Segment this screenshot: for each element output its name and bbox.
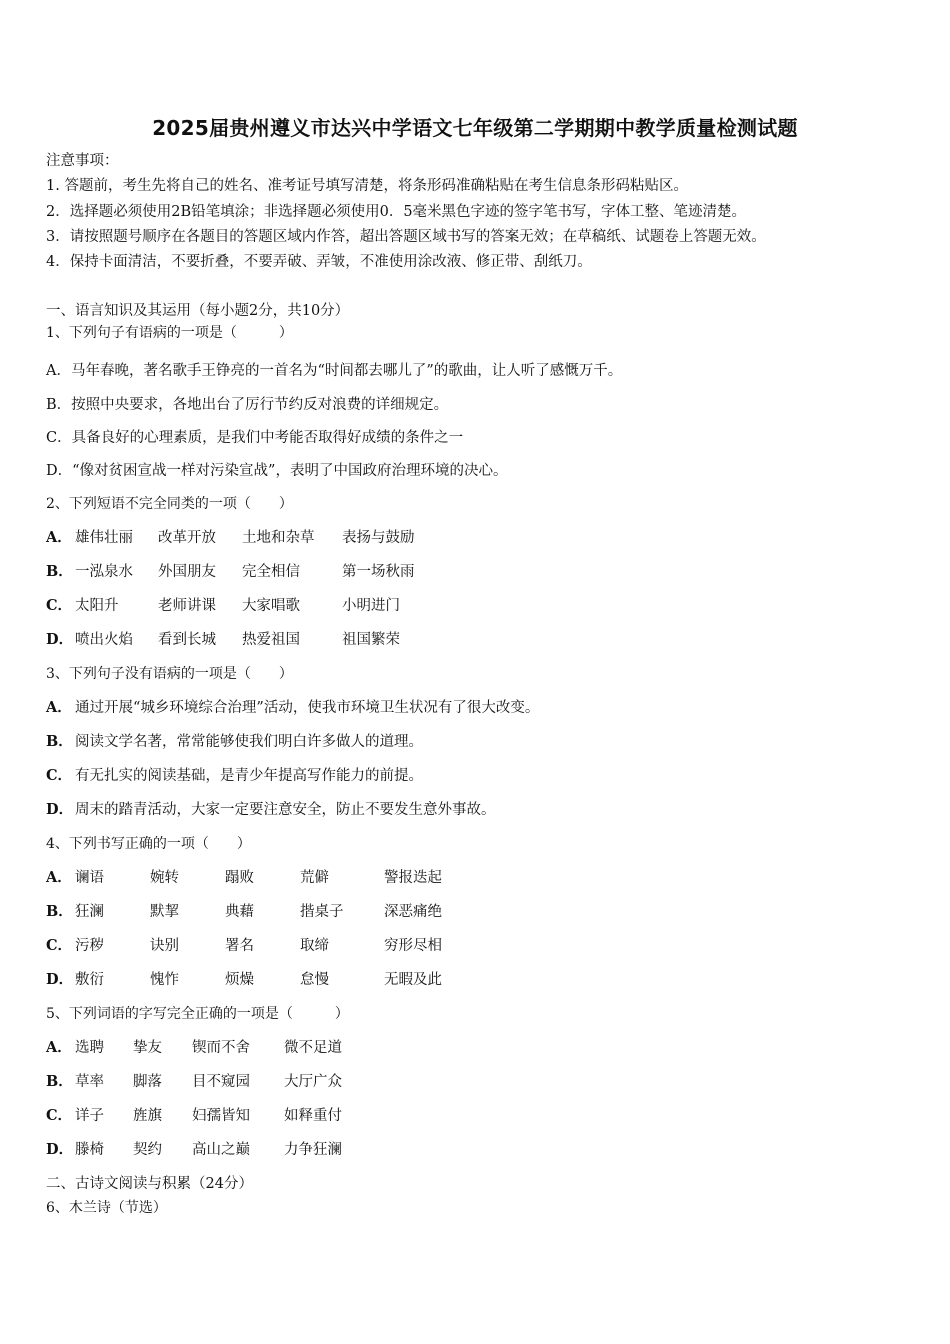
option-word: 完全相信: [242, 564, 300, 580]
option-word: 滕椅: [75, 1142, 104, 1158]
option-word: 老师讲课: [158, 598, 216, 614]
option-word: 典藉: [225, 904, 254, 920]
option-word: 契约: [133, 1142, 162, 1158]
option-word: 草率: [75, 1074, 104, 1090]
option-label: A．: [46, 529, 72, 546]
section-heading: 一、语言知识及其运用（每小题2分，共10分）: [46, 303, 350, 319]
option-word: 目不窥园: [192, 1074, 250, 1090]
option-row: [46, 1038, 746, 1058]
question-option: C．具备良好的心理素质，是我们中考能否取得好成绩的条件之一: [46, 430, 464, 446]
option-row: [46, 766, 746, 786]
option-row: [46, 800, 746, 820]
option-row: [46, 528, 746, 548]
option-row: [46, 596, 746, 616]
option-word: 选聘: [75, 1040, 104, 1056]
option-text: 周末的踏青活动，大家一定要注意安全，防止不要发生意外事故。: [75, 802, 496, 818]
option-word: 诀别: [150, 938, 179, 954]
option-word: 署名: [225, 938, 254, 954]
option-label: B．: [46, 903, 73, 920]
option-label: C．: [46, 767, 73, 784]
option-word: 烦燥: [225, 972, 254, 988]
option-label: D．: [46, 971, 74, 988]
option-word: 高山之巅: [192, 1142, 250, 1158]
option-word: 揩桌子: [300, 904, 344, 920]
option-label: A．: [46, 869, 72, 886]
option-word: 看到长城: [158, 632, 216, 648]
option-word: 深恶痛绝: [384, 904, 442, 920]
question-stem: 3、下列句子没有语病的一项是（ ）: [46, 666, 293, 682]
option-label: A．: [46, 699, 72, 716]
option-word: 无暇及此: [384, 972, 442, 988]
page-title: 2025届贵州遵义市达兴中学语文七年级第二学期期中教学质量检测试题: [152, 116, 798, 140]
option-row: [46, 1106, 746, 1126]
notice-item: 3．请按照题号顺序在各题目的答题区域内作答，超出答题区域书写的答案无效；在草稿纸、试题卷上答题无效。: [46, 229, 766, 245]
option-word: 默挈: [150, 904, 179, 920]
question-stem: 1、下列句子有语病的一项是（ ）: [46, 325, 293, 341]
option-row: [46, 936, 746, 956]
option-row: [46, 562, 746, 582]
notice-heading: 注意事项：: [46, 153, 119, 169]
option-word: 旌旗: [133, 1108, 162, 1124]
option-word: 热爱祖国: [242, 632, 300, 648]
option-row: [46, 698, 746, 718]
option-word: 婉转: [150, 870, 179, 886]
option-word: 第一场秋雨: [342, 564, 415, 580]
option-label: C．: [46, 937, 73, 954]
option-word: 取缔: [300, 938, 329, 954]
option-label: B．: [46, 733, 73, 750]
option-word: 狂澜: [75, 904, 104, 920]
option-word: 怠慢: [300, 972, 329, 988]
option-word: 敷衍: [75, 972, 104, 988]
notice-item: 1. 答题前，考生先将自己的姓名、准考证号填写清楚，将条形码准确粘贴在考生信息条形码粘贴区。: [46, 178, 688, 194]
option-label: D．: [46, 1141, 74, 1158]
option-text: 有无扎实的阅读基础，是青少年提高写作能力的前提。: [75, 768, 423, 784]
option-row: [46, 970, 746, 990]
option-row: [46, 732, 746, 752]
option-word: 表扬与鼓励: [342, 530, 415, 546]
option-word: 小明进门: [342, 598, 400, 614]
section-heading: 二、古诗文阅读与积累（24分）: [46, 1176, 253, 1192]
option-label: A．: [46, 1039, 72, 1056]
option-word: 外国朋友: [158, 564, 216, 580]
question-stem: 2、下列短语不完全同类的一项（ ）: [46, 496, 293, 512]
option-word: 愧怍: [150, 972, 179, 988]
option-word: 锲而不舍: [192, 1040, 250, 1056]
question-stem: 6、木兰诗（节选）: [46, 1200, 167, 1216]
question-option: D．“像对贫困宣战一样对污染宣战”，表明了中国政府治理环境的决心。: [46, 463, 508, 479]
option-word: 穷形尽相: [384, 938, 442, 954]
option-word: 微不足道: [284, 1040, 342, 1056]
option-row: [46, 1072, 746, 1092]
option-word: 雄伟壮丽: [75, 530, 133, 546]
question-stem: 4、下列书写正确的一项（ ）: [46, 836, 251, 852]
question-option: A．马年春晚，著名歌手王铮亮的一首名为“时间都去哪儿了”的歌曲，让人听了感慨万千。: [46, 363, 623, 379]
option-word: 如释重付: [284, 1108, 342, 1124]
notice-item: 4．保持卡面清洁，不要折叠，不要弄破、弄皱，不准使用涂改液、修正带、刮纸刀。: [46, 254, 592, 270]
option-word: 脚落: [133, 1074, 162, 1090]
option-word: 大厅广众: [284, 1074, 342, 1090]
option-label: C．: [46, 1107, 73, 1124]
option-row: [46, 902, 746, 922]
option-label: D．: [46, 631, 74, 648]
option-word: 详子: [75, 1108, 104, 1124]
option-word: 警报迭起: [384, 870, 442, 886]
option-label: C．: [46, 597, 73, 614]
option-word: 谰语: [75, 870, 104, 886]
option-word: 太阳升: [75, 598, 119, 614]
question-option: B．按照中央要求，各地出台了厉行节约反对浪费的详细规定。: [46, 397, 449, 413]
option-word: 妇孺皆知: [192, 1108, 250, 1124]
option-word: 污秽: [75, 938, 104, 954]
option-label: B．: [46, 1073, 73, 1090]
option-row: [46, 630, 746, 650]
question-stem: 5、下列词语的字写完全正确的一项是（ ）: [46, 1006, 349, 1022]
option-word: 力争狂澜: [284, 1142, 342, 1158]
option-text: 通过开展“城乡环境综合治理”活动，使我市环境卫生状况有了很大改变。: [75, 700, 540, 716]
option-word: 喷出火焰: [75, 632, 133, 648]
option-row: [46, 1140, 746, 1160]
option-word: 祖国繁荣: [342, 632, 400, 648]
option-word: 一泓泉水: [75, 564, 133, 580]
option-word: 挚友: [133, 1040, 162, 1056]
option-word: 蹋败: [225, 870, 254, 886]
option-text: 阅读文学名著，常常能够使我们明白许多做人的道理。: [75, 734, 423, 750]
notice-item: 2．选择题必须使用2B铅笔填涂；非选择题必须使用0．5毫米黑色字迹的签字笔书写，字体工整、笔迹清楚。: [46, 204, 747, 220]
option-label: D．: [46, 801, 74, 818]
option-word: 土地和杂草: [242, 530, 315, 546]
option-word: 改革开放: [158, 530, 216, 546]
option-label: B．: [46, 563, 73, 580]
option-row: [46, 868, 746, 888]
option-word: 大家唱歌: [242, 598, 300, 614]
option-word: 荒僻: [300, 870, 329, 886]
